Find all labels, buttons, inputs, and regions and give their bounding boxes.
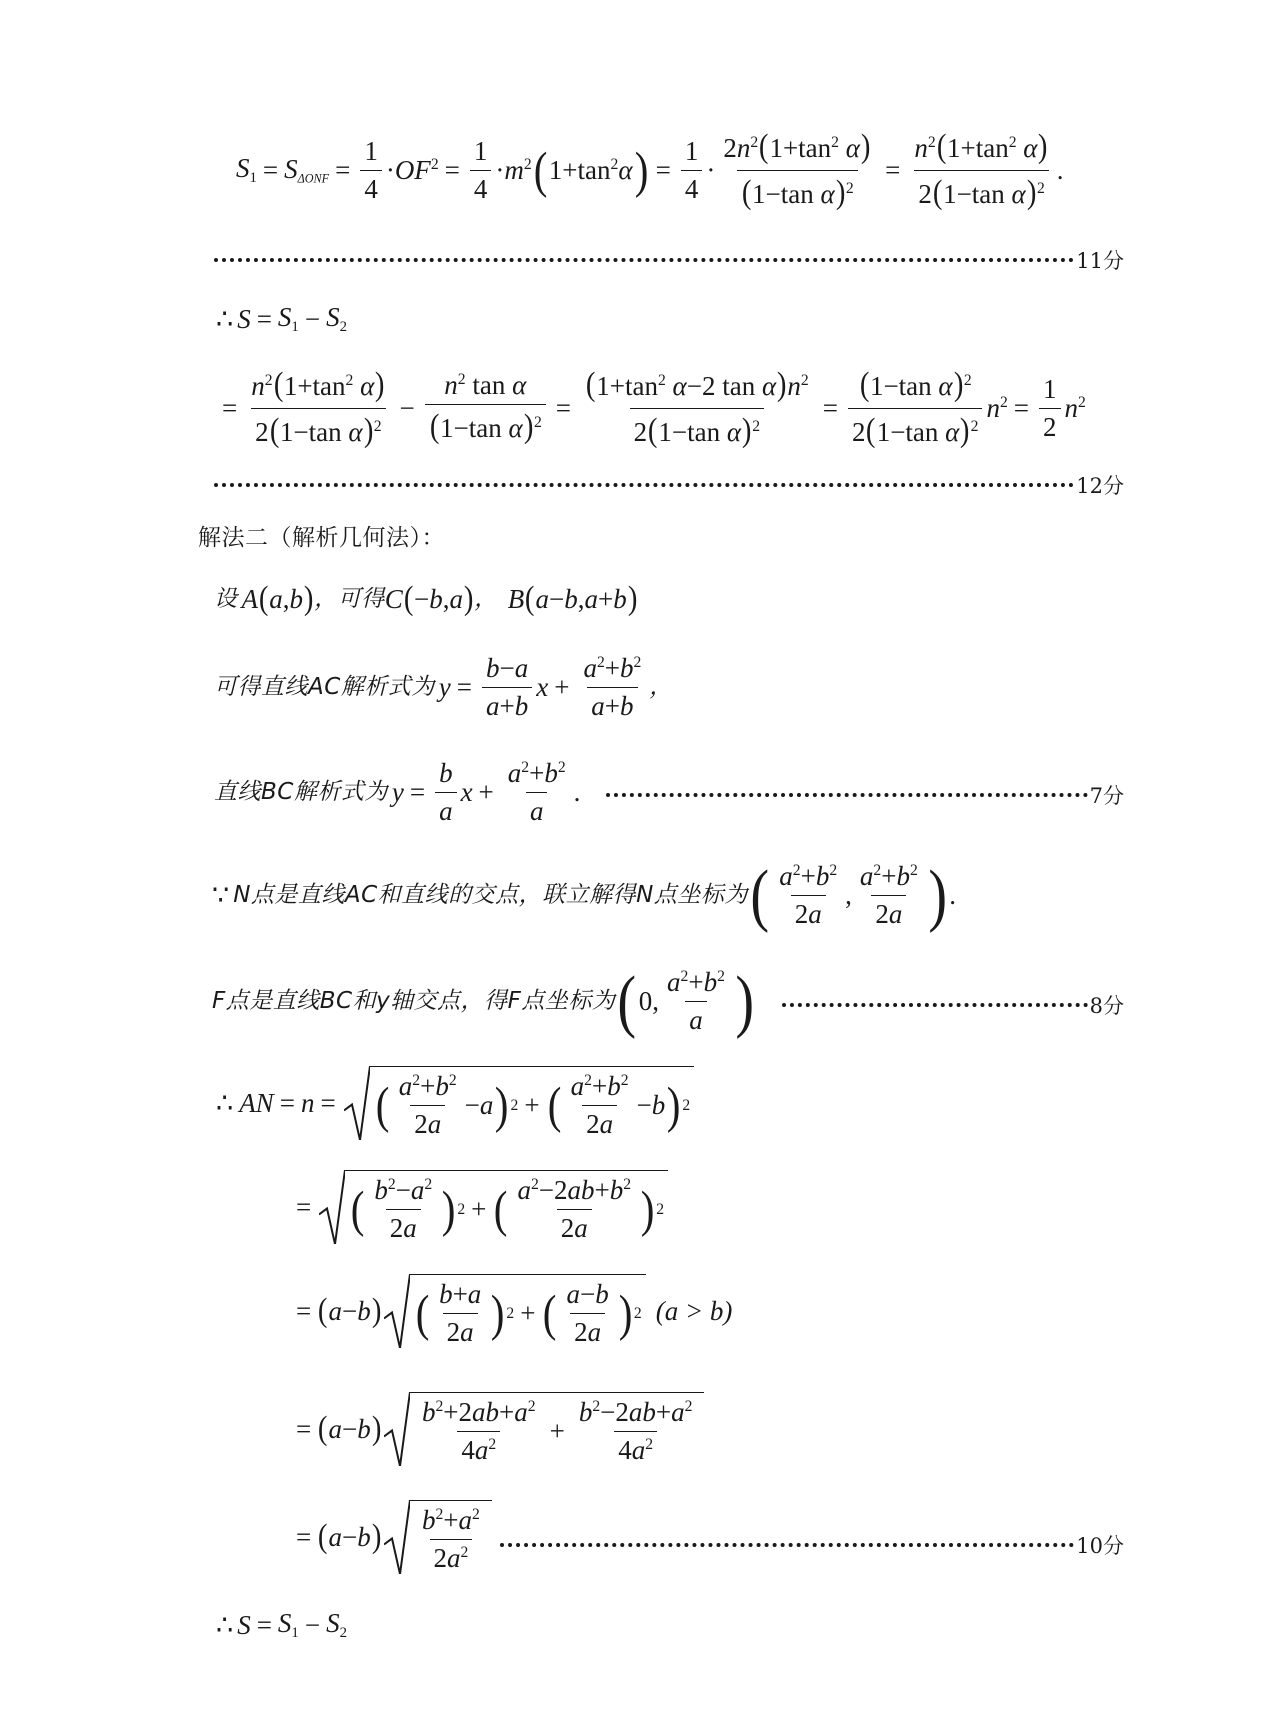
score-line-7 — [606, 780, 1124, 810]
set-label: 设 — [214, 586, 238, 613]
score-mark: 11分 — [1076, 249, 1124, 273]
line-ac-label: 可得直线AC解析式为 — [214, 674, 435, 701]
score-line-12 — [214, 470, 1124, 500]
score-line-8 — [782, 990, 1124, 1020]
sqrt-expression: $\frac{b^2+2ab+a^2}{4a^2}$ + $\frac{b^2-2ab+a^2}{4a^2}$ — [384, 1392, 704, 1466]
section-title-text: 解法二（解析几何法）： — [198, 525, 445, 551]
line-bc-equation: 直线BC解析式为 y = $\frac{b}{a}$ x + $\frac{a^2+b^2}{a}$ . — [214, 758, 581, 827]
an-equation-1: ∴ AN = n = ( $\frac{a^2+b^2}{2a}$ − a ) 2 + ( $\frac{a^2+b^2}{2a}$ − b ) 2 — [216, 1066, 694, 1140]
dotted-leader — [606, 793, 1088, 797]
sqrt-expression: $\frac{b^2+a^2}{2a^2}$ — [384, 1500, 492, 1574]
f-point-label: F点是直线BC和y轴交点，得F点坐标为 — [212, 987, 616, 1014]
equation-s-expanded: = $\frac{n^2(1+\tan^2 \alpha)}{2(1-\tan \alpha)^2}$ − $\frac{n^2 \tan \alpha}{(1-\tan \alpha)^2}$ = $\frac{(1+\tan^2 \alpha-2 \tan \alpha)n^2}{2(1-\tan \alpha)^2}$ = $\frac{(1-\tan \alpha)^2}{2(1-\tan \alpha)^2}$ $n^2$ = $\frac{1}{2}$ $n^2$ — [222, 366, 1086, 449]
score-mark: 12分 — [1076, 474, 1124, 498]
therefore-symbol: ∴ — [216, 1087, 234, 1118]
comma: ， — [474, 586, 498, 613]
line-ac-equation: 可得直线AC解析式为 y = $\frac{b-a}{a+b}$ x + $\frac{a^2+b^2}{a+b}$ ， — [214, 653, 673, 722]
therefore-symbol: ∴ — [216, 1609, 234, 1640]
condition-a-gt-b: (a > b) — [655, 1295, 733, 1326]
f-point-coordinates: F点是直线BC和y轴交点，得F点坐标为 ( 0, $\frac{a^2+b^2}{a}$ ) — [212, 962, 754, 1040]
dotted-leader — [782, 1003, 1088, 1007]
dotted-leader — [214, 258, 1074, 262]
an-equation-2: = ( $\frac{b^2-a^2}{2a}$ ) 2 + ( $\frac{a^2-2ab+b^2}{2a}$ ) 2 — [290, 1170, 668, 1244]
n-point-label: N点是直线AC和直线的交点，联立解得N点坐标为 — [233, 881, 748, 908]
sqrt-expression: ( $\frac{a^2+b^2}{2a}$ − a ) 2 + ( $\frac{a^2+b^2}{2a}$ − b ) 2 — [344, 1066, 695, 1140]
comma: ， — [649, 674, 673, 701]
score-line-10 — [500, 1530, 1124, 1560]
equation-s-diff-2: ∴ S = $S_1$ − $S_2$ — [216, 1608, 347, 1642]
score-mark: 10分 — [1076, 1534, 1124, 1558]
obtain-label: ，可得 — [314, 586, 385, 613]
sqrt-expression: ( $\frac{b+a}{2a}$ ) 2 + ( $\frac{a-b}{2a}$ ) 2 — [384, 1274, 646, 1348]
score-line-11 — [214, 245, 1124, 275]
section-title — [198, 525, 445, 551]
equation-s1: $S_1$ = $S_{\Delta ONF}$ = $\frac{1}{4}$ · $OF^2$ = $\frac{1}{4}$ · $m^2$ ( $1+\tan^2$ α ) = $\frac{1}{4}$ · $\frac{2n^2(1+\tan^2 \alpha)}{(1-\tan \alpha)^2}$ = $\frac{n^2(1+\tan^2 \alpha)}{2(1-\tan \alpha)^2}$ . — [236, 128, 1064, 211]
because-symbol: ∵ — [212, 879, 230, 910]
sqrt-expression: ( $\frac{b^2-a^2}{2a}$ ) 2 + ( $\frac{a^2-2ab+b^2}{2a}$ ) 2 — [319, 1170, 668, 1244]
an-equation-3: = ( a − b ) ( $\frac{b+a}{2a}$ ) 2 + ( $\frac{a-b}{2a}$ ) 2 (a > b) — [290, 1274, 732, 1348]
an-equation-5: = ( a − b ) $\frac{b^2+a^2}{2a^2}$ — [290, 1500, 492, 1574]
line-bc-label: 直线BC解析式为 — [214, 779, 388, 806]
score-mark: 7分 — [1089, 784, 1124, 808]
an-equation-4: = ( a − b ) $\frac{b^2+2ab+a^2}{4a^2}$ + $\frac{b^2-2ab+a^2}{4a^2}$ — [290, 1392, 704, 1466]
equation-s-diff: ∴ S = $S_1$ − $S_2$ — [216, 302, 347, 336]
n-point-coordinates: ∵ N点是直线AC和直线的交点，联立解得N点坐标为 ( $\frac{a^2+b^2}{2a}$ , $\frac{a^2+b^2}{2a}$ ) . — [212, 856, 956, 934]
score-mark: 8分 — [1089, 994, 1124, 1018]
set-points: 设 A ( a , b ) ，可得 C ( − b , a ) ， B ( a − b , a + b ) — [214, 580, 638, 617]
therefore-symbol: ∴ — [216, 303, 234, 334]
dotted-leader — [214, 483, 1074, 487]
dotted-leader — [500, 1543, 1074, 1547]
